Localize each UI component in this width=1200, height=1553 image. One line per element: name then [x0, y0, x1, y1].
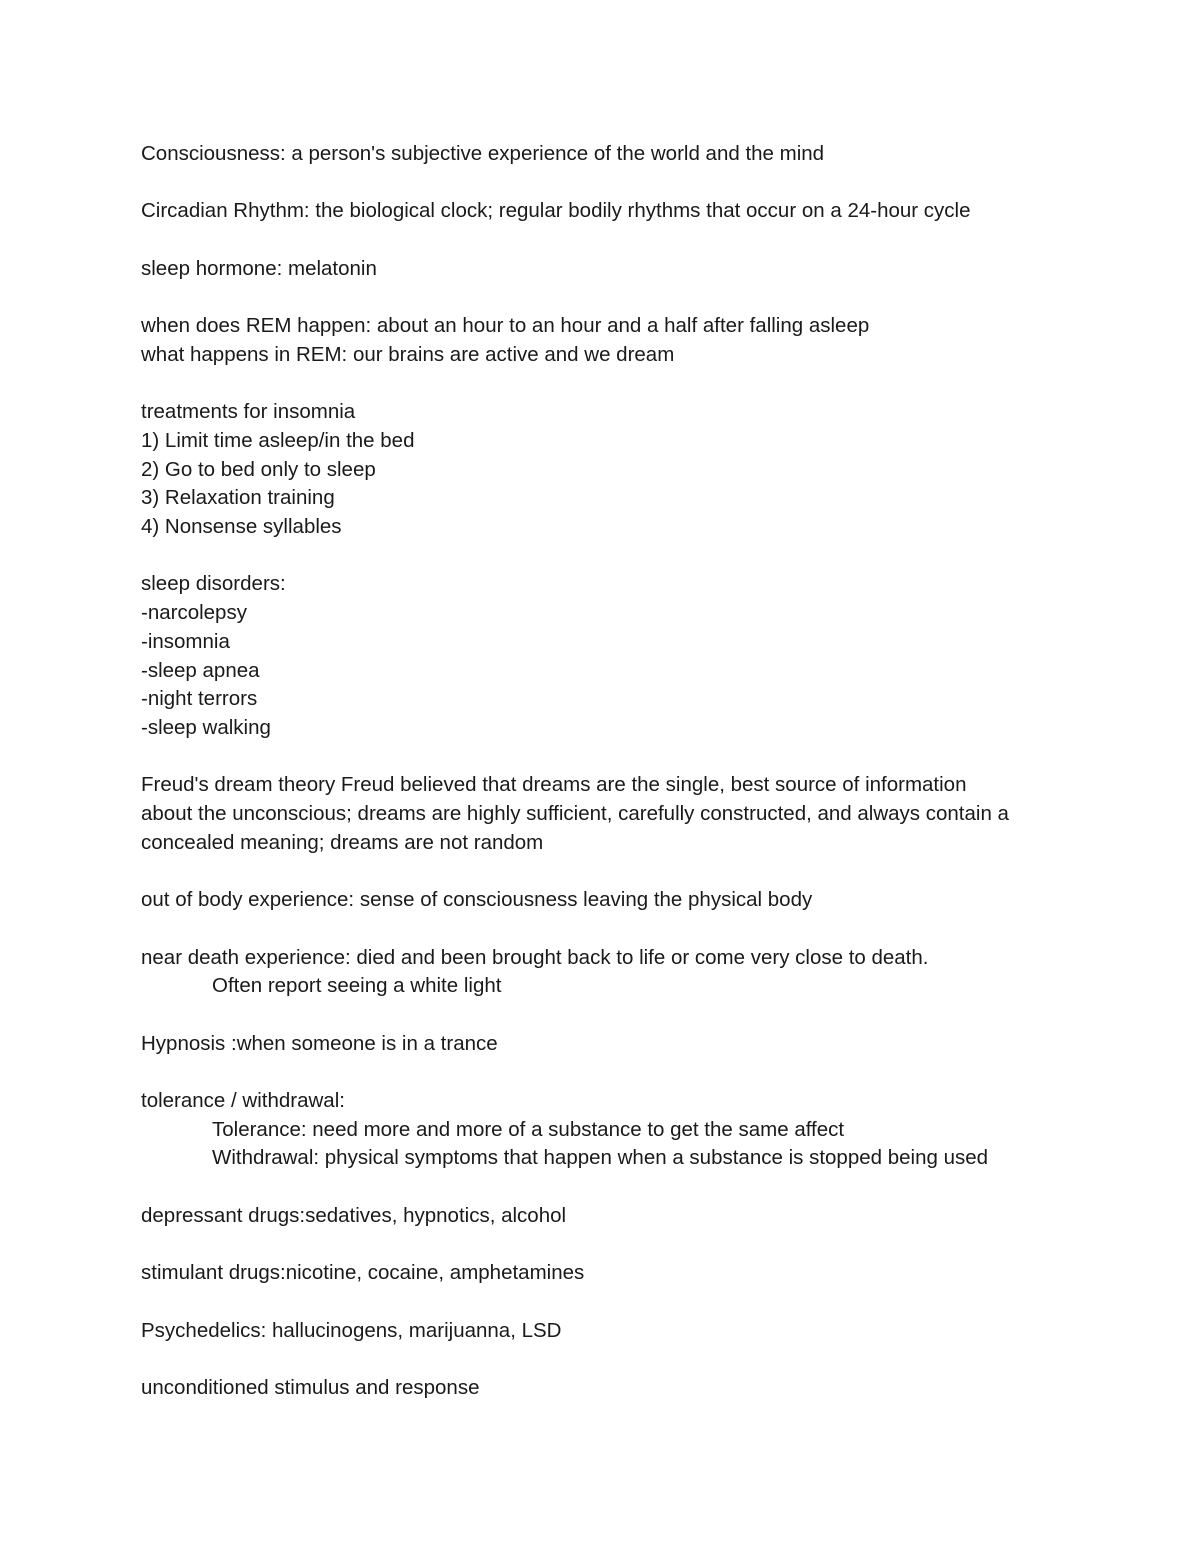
rem-when-definition: when does REM happen: about an hour to an hour and a half after falling asleep — [141, 314, 870, 338]
list-item: 1) Limit time asleep/in the bed — [141, 428, 415, 452]
freud-dream-theory-line: about the unconscious; dreams are highly sufficient, carefully constructed, and always contain a — [141, 802, 1009, 826]
spacer — [141, 1173, 1101, 1202]
freud-dream-theory-line: concealed meaning; dreams are not random — [141, 830, 544, 854]
list-item: -night terrors — [141, 687, 258, 711]
spacer — [141, 226, 1101, 255]
list-item: 3) Relaxation training — [141, 486, 335, 510]
stimulant-drugs-definition: stimulant drugs:nicotine, cocaine, amphetamines — [141, 1261, 585, 1285]
spacer — [141, 1231, 1101, 1260]
list-item: 2) Go to bed only to sleep — [141, 457, 376, 481]
circadian-rhythm-definition: Circadian Rhythm: the biological clock; regular bodily rhythms that occur on a 24-hour cycle — [141, 199, 971, 223]
tolerance-definition: Tolerance: need more and more of a substance to get the same affect — [212, 1117, 845, 1141]
document-page — [141, 140, 1101, 1403]
list-item: -insomnia — [141, 629, 230, 653]
unconditioned-stimulus-line: unconditioned stimulus and response — [141, 1376, 480, 1400]
sleep-hormone-definition: sleep hormone: melatonin — [141, 256, 377, 280]
withdrawal-definition: Withdrawal: physical symptoms that happen when a substance is stopped being used — [212, 1146, 989, 1170]
list-item: -narcolepsy — [141, 601, 247, 625]
hypnosis-definition: Hypnosis :when someone is in a trance — [141, 1031, 498, 1055]
out-of-body-definition: out of body experience: sense of consciousness leaving the physical body — [141, 888, 813, 912]
spacer — [141, 1058, 1101, 1087]
tolerance-withdrawal-heading: tolerance / withdrawal: — [141, 1089, 345, 1113]
depressant-drugs-definition: depressant drugs:sedatives, hypnotics, alcohol — [141, 1203, 567, 1227]
spacer — [141, 1345, 1101, 1374]
rem-what-definition: what happens in REM: our brains are active and we dream — [141, 342, 675, 366]
spacer — [141, 169, 1101, 198]
consciousness-definition: Consciousness: a person's subjective experience of the world and the mind — [141, 142, 825, 165]
freud-dream-theory-line: Freud's dream theory Freud believed that dreams are the single, best source of information — [141, 773, 967, 797]
sleep-disorders-heading: sleep disorders: — [141, 572, 286, 596]
spacer — [141, 370, 1101, 399]
spacer — [141, 1001, 1101, 1030]
spacer — [141, 1288, 1101, 1317]
near-death-definition: near death experience: died and been brought back to life or come very close to death. — [141, 945, 929, 969]
spacer — [141, 283, 1101, 312]
list-item: -sleep apnea — [141, 658, 260, 682]
list-item: -sleep walking — [141, 715, 271, 739]
spacer — [141, 915, 1101, 944]
spacer — [141, 743, 1101, 772]
insomnia-treatments-heading: treatments for insomnia — [141, 400, 356, 424]
near-death-note: Often report seeing a white light — [212, 974, 502, 998]
psychedelics-definition: Psychedelics: hallucinogens, marijuanna, LSD — [141, 1318, 562, 1342]
spacer — [141, 857, 1101, 886]
list-item: 4) Nonsense syllables — [141, 515, 342, 539]
spacer — [141, 542, 1101, 571]
